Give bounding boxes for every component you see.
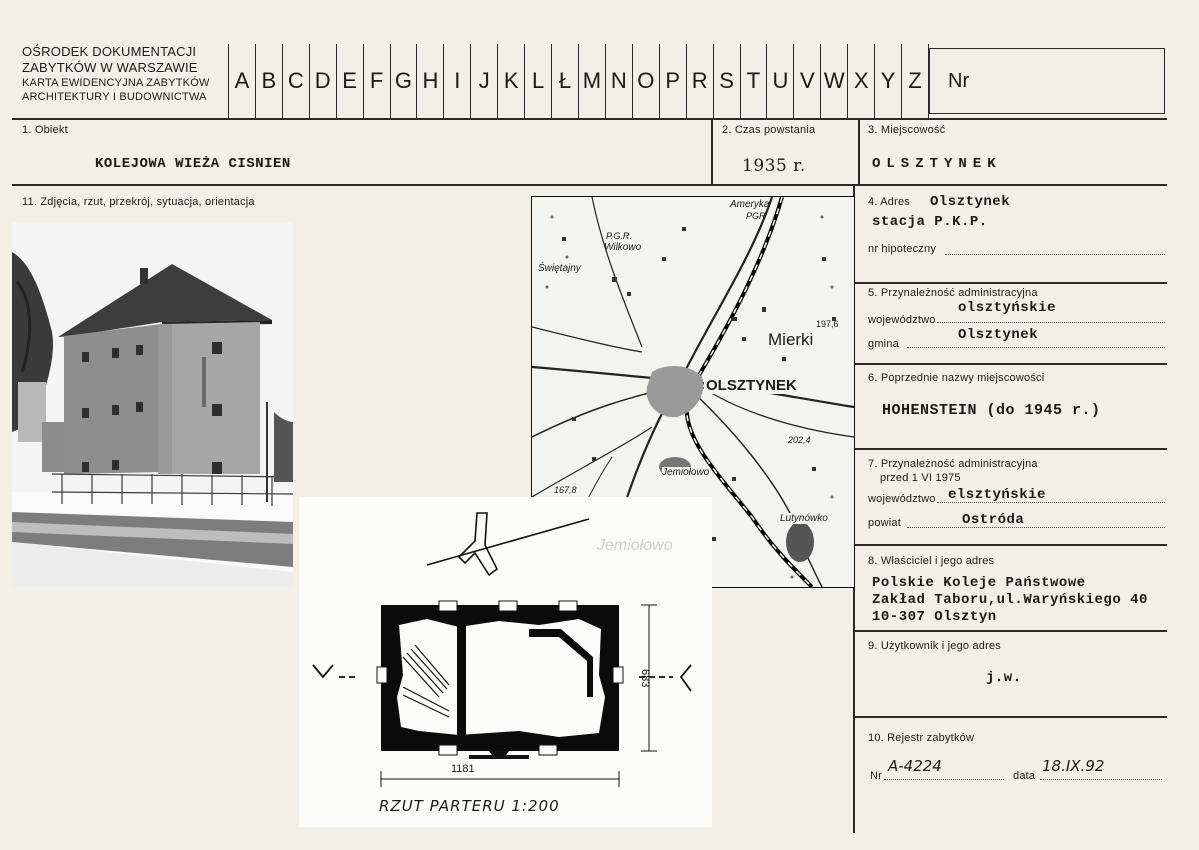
register-date-value: 18.IX.92 <box>1042 757 1105 775</box>
alphabet-index-strip <box>228 44 929 118</box>
index-letter: A <box>229 44 256 118</box>
index-letter: Ł <box>552 44 579 118</box>
dotted-line <box>1040 779 1162 780</box>
address-label: 4. Adres <box>868 196 910 208</box>
index-letter: T <box>741 44 768 118</box>
voivodeship-value: olsztyńskie <box>958 300 1056 316</box>
dotted-line <box>907 527 1165 528</box>
index-letter: C <box>283 44 310 118</box>
index-letter: Z <box>902 44 929 118</box>
number-label: Nr <box>948 69 970 92</box>
plan-width-dimension: 1181 <box>451 763 475 775</box>
address-line1: Olsztynek <box>930 194 1011 210</box>
building-photo <box>12 222 293 587</box>
plan-height-dimension: 683 <box>639 669 651 688</box>
voivodeship-pre1975-value: elsztyńskie <box>948 487 1046 503</box>
index-letter: D <box>310 44 337 118</box>
register-label: 10. Rejestr zabytków <box>868 732 975 744</box>
owner-label: 8. Właściciel i jego adres <box>868 555 995 567</box>
dotted-line <box>937 502 1165 503</box>
number-box <box>929 48 1165 114</box>
map-label-lutynowko: Lutynówko <box>780 513 828 524</box>
map-label-pgr-wilkowo: P.G.R. <box>606 231 632 241</box>
index-letter: U <box>767 44 794 118</box>
plan-caption: RZUT PARTERU 1:200 <box>379 797 560 815</box>
divider <box>853 282 1167 284</box>
voivodeship-label: województwo <box>868 314 936 326</box>
map-label-pgr-ameryka: PGR <box>746 211 766 221</box>
date-created-label: 2. Czas powstania <box>722 124 816 136</box>
index-letter: R <box>687 44 714 118</box>
index-letter: O <box>633 44 660 118</box>
map-label-mierki: Mierki <box>768 330 814 349</box>
pre1975-affiliation-label: 7. Przynależność administracyjna <box>868 458 1038 470</box>
register-number-label: Nr <box>870 770 883 782</box>
card-type-line2: ARCHITEKTURY I BUDOWNICTWA <box>22 91 207 103</box>
map-label-wilkowo: Wilkowo <box>604 242 642 253</box>
previous-names-value: HOHENSTEIN (do 1945 r.) <box>882 402 1101 419</box>
admin-affiliation-label: 5. Przynależność administracyjna <box>868 287 1038 299</box>
index-letter: G <box>391 44 418 118</box>
index-letter: K <box>498 44 525 118</box>
locality-label: 3. Miejscowość <box>868 124 946 136</box>
map-label-elevation-2: 202,4 <box>788 435 811 445</box>
photos-section-label: 11. Zdjęcia, rzut, przekrój, sytuacja, orientacja <box>22 196 255 208</box>
address-line2: stacja P.K.P. <box>872 214 988 230</box>
map-label-olsztynek: OLSZTYNEK <box>706 377 797 394</box>
commune-value: Olsztynek <box>958 327 1039 343</box>
divider <box>12 118 1167 120</box>
institution-name-line1: OŚRODEK DOKUMENTACJI <box>22 44 197 59</box>
commune-label: gmina <box>868 338 899 350</box>
register-date-label: data <box>1013 770 1036 782</box>
owner-line1: Polskie Koleje Państwowe <box>872 575 1086 591</box>
owner-line2: Zakład Taboru,ul.Waryńskiego 40 <box>872 592 1148 608</box>
index-letter: F <box>364 44 391 118</box>
map-label-jemiolowo: Jemiołowo <box>662 467 710 478</box>
index-letter: Y <box>875 44 902 118</box>
map-label-elevation-1: 197,6 <box>816 319 839 329</box>
dotted-line <box>937 322 1165 323</box>
divider <box>853 363 1167 365</box>
index-letter: X <box>848 44 875 118</box>
institution-block <box>22 44 210 104</box>
county-value: Ostróda <box>962 512 1025 528</box>
plan-faded-map-label: Jemiołowo <box>597 537 673 554</box>
map-label-swietajny: Świętajny <box>538 263 581 274</box>
divider <box>858 118 860 185</box>
divider <box>853 448 1167 450</box>
floor-plan-drawing <box>299 497 712 827</box>
locality-value: OLSZTYNEK <box>872 156 1002 172</box>
institution-name-line2: ZABYTKÓW W WARSZAWIE <box>22 60 198 75</box>
index-letter: E <box>337 44 364 118</box>
divider <box>853 716 1167 718</box>
index-letter: B <box>256 44 283 118</box>
map-label-elevation-3: 167,8 <box>554 485 577 495</box>
index-letter: L <box>525 44 552 118</box>
object-value: KOLEJOWA WIEŻA CISNIEN <box>95 156 291 172</box>
previous-names-label: 6. Poprzednie nazwy miejscowości <box>868 372 1045 384</box>
user-label: 9. Użytkownik i jego adres <box>868 640 1001 652</box>
index-letter: N <box>606 44 633 118</box>
dotted-line <box>907 347 1165 348</box>
mortgage-number-label: nr hipoteczny <box>868 243 937 255</box>
voivodeship-pre1975-label: województwo <box>868 493 936 505</box>
index-letter: S <box>714 44 741 118</box>
divider <box>853 544 1167 546</box>
index-letter: I <box>444 44 471 118</box>
divider <box>711 118 713 185</box>
object-label: 1. Obiekt <box>22 124 68 136</box>
divider <box>12 184 1167 186</box>
dotted-line <box>884 779 1004 780</box>
county-label: powiat <box>868 517 901 529</box>
index-letter: J <box>471 44 498 118</box>
owner-line3: 10-307 Olsztyn <box>872 609 997 625</box>
date-created-value: 1935 r. <box>742 156 806 176</box>
index-letter: H <box>417 44 444 118</box>
pre1975-date-label: przed 1 VI 1975 <box>880 472 961 484</box>
user-value: j.w. <box>986 670 1022 686</box>
index-letter: M <box>579 44 606 118</box>
register-number-value: A-4224 <box>888 757 942 775</box>
card-type-line1: KARTA EWIDENCYJNA ZABYTKÓW <box>22 77 210 89</box>
dotted-line <box>945 254 1165 255</box>
index-letter: W <box>821 44 848 118</box>
divider <box>853 630 1167 632</box>
index-letter: V <box>794 44 821 118</box>
map-label-ameryka: Ameryka <box>730 199 770 210</box>
index-letter: P <box>660 44 687 118</box>
